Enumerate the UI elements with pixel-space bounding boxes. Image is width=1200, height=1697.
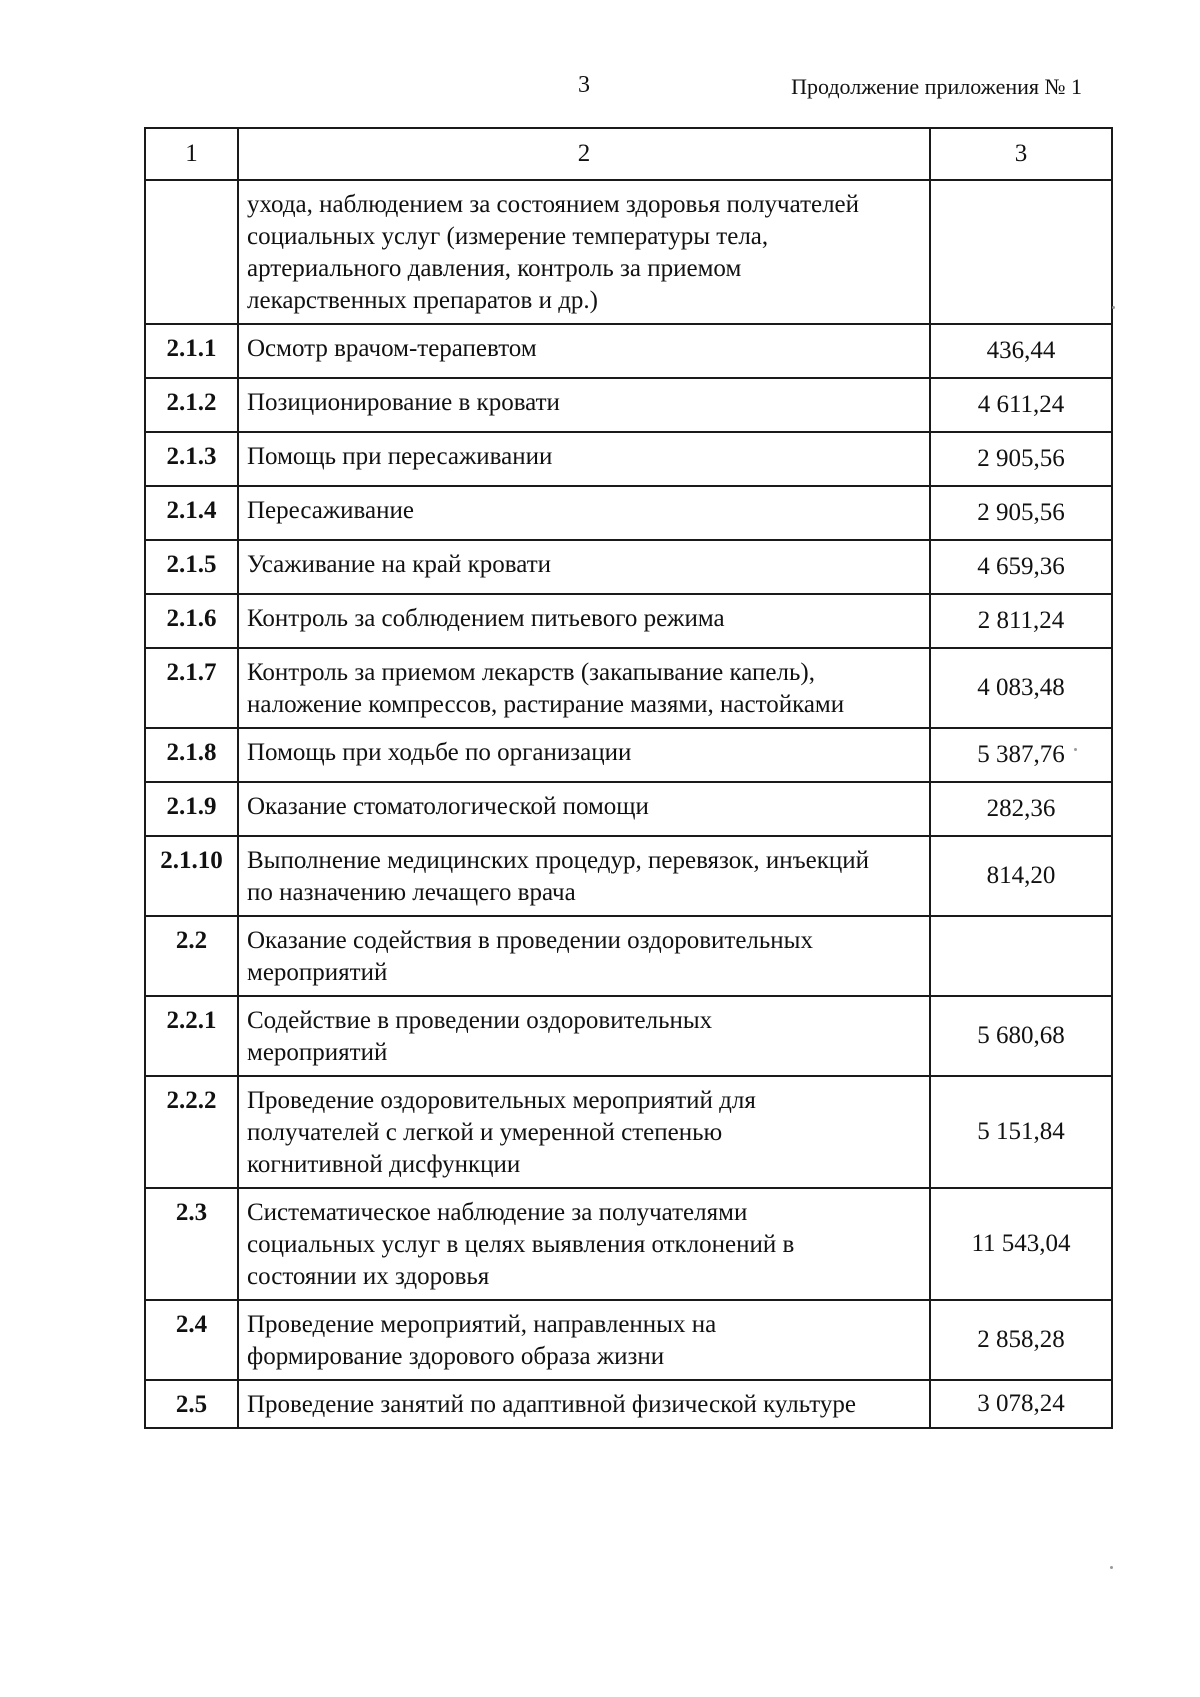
row-description: Систематическое наблюдение за получателями социальных услуг в целях выявления отклонений в состоянии их здоровья	[238, 1188, 930, 1300]
row-value: 282,36	[930, 782, 1112, 836]
column-header-number: 1	[145, 128, 238, 180]
row-number: 2.2.1	[145, 996, 238, 1076]
table-row	[145, 180, 1112, 324]
row-description: Помощь при пересаживании	[238, 432, 930, 486]
row-number: 2.2.2	[145, 1076, 238, 1188]
page-number: 3	[578, 72, 590, 98]
row-number: 2.1.10	[145, 836, 238, 916]
row-value: 3 078,24	[930, 1380, 1112, 1428]
row-number: 2.1.8	[145, 728, 238, 782]
row-description: Помощь при ходьбе по организации	[238, 728, 930, 782]
row-number: 2.1.2	[145, 378, 238, 432]
table-row	[145, 996, 1112, 1076]
row-number: 2.1.7	[145, 648, 238, 728]
row-value: 11 543,04	[930, 1188, 1112, 1300]
row-description: Позиционирование в кровати	[238, 378, 930, 432]
appendix-continuation-title: Продолжение приложения № 1	[791, 74, 1082, 99]
row-number: 2.1.1	[145, 324, 238, 378]
row-value	[930, 180, 1112, 324]
table-row	[145, 378, 1112, 432]
table-row	[145, 540, 1112, 594]
row-value: 2 905,56	[930, 432, 1112, 486]
table-row	[145, 728, 1112, 782]
row-description: Выполнение медицинских процедур, перевязок, инъекций по назначению лечащего врача	[238, 836, 930, 916]
table-row	[145, 916, 1112, 996]
row-number: 2.3	[145, 1188, 238, 1300]
table-row	[145, 1380, 1112, 1428]
services-price-table	[144, 127, 1113, 1429]
table-row	[145, 648, 1112, 728]
table-row	[145, 1076, 1112, 1188]
row-description: Проведение оздоровительных мероприятий для получателей с легкой и умеренной степенью когнитивной дисфункции	[238, 1076, 930, 1188]
row-value: 4 611,24	[930, 378, 1112, 432]
row-value	[930, 916, 1112, 996]
table-row	[145, 836, 1112, 916]
row-description: Контроль за соблюдением питьевого режима	[238, 594, 930, 648]
row-description: Содействие в проведении оздоровительных мероприятий	[238, 996, 930, 1076]
scan-speck	[1112, 306, 1115, 309]
row-description: Усаживание на край кровати	[238, 540, 930, 594]
row-number: 2.1.5	[145, 540, 238, 594]
row-description: Оказание стоматологической помощи	[238, 782, 930, 836]
table-header-row	[145, 128, 1112, 180]
row-number: 2.1.3	[145, 432, 238, 486]
table-row	[145, 486, 1112, 540]
row-value: 2 811,24	[930, 594, 1112, 648]
column-header-price: 3	[930, 128, 1112, 180]
row-number: 2.4	[145, 1300, 238, 1380]
row-value: 814,20	[930, 836, 1112, 916]
row-value: 4 659,36	[930, 540, 1112, 594]
table-row	[145, 1300, 1112, 1380]
scan-speck	[1074, 748, 1077, 751]
scan-speck	[1110, 1566, 1113, 1569]
row-number: 2.1.6	[145, 594, 238, 648]
row-description: ухода, наблюдением за состоянием здоровья получателей социальных услуг (измерение температуры тела, артериального давления, контроль за приемом лекарственных препаратов и др.)	[238, 180, 930, 324]
row-number: 2.1.4	[145, 486, 238, 540]
row-description: Пересаживание	[238, 486, 930, 540]
row-number: 2.2	[145, 916, 238, 996]
row-value: 5 151,84	[930, 1076, 1112, 1188]
row-number	[145, 180, 238, 324]
column-header-service: 2	[238, 128, 930, 180]
row-description: Контроль за приемом лекарств (закапывание капель), наложение компрессов, растирание мазями, настойками	[238, 648, 930, 728]
row-value: 4 083,48	[930, 648, 1112, 728]
row-value: 436,44	[930, 324, 1112, 378]
row-description: Проведение мероприятий, направленных на формирование здорового образа жизни	[238, 1300, 930, 1380]
row-value: 2 858,28	[930, 1300, 1112, 1380]
row-value: 2 905,56	[930, 486, 1112, 540]
row-description: Проведение занятий по адаптивной физической культуре	[238, 1380, 930, 1428]
table-row	[145, 594, 1112, 648]
row-number: 2.5	[145, 1380, 238, 1428]
row-description: Осмотр врачом-терапевтом	[238, 324, 930, 378]
table-row	[145, 1188, 1112, 1300]
row-description: Оказание содействия в проведении оздоровительных мероприятий	[238, 916, 930, 996]
row-value: 5 680,68	[930, 996, 1112, 1076]
table-row	[145, 432, 1112, 486]
row-value: 5 387,76	[930, 728, 1112, 782]
row-number: 2.1.9	[145, 782, 238, 836]
table-row	[145, 324, 1112, 378]
table-row	[145, 782, 1112, 836]
